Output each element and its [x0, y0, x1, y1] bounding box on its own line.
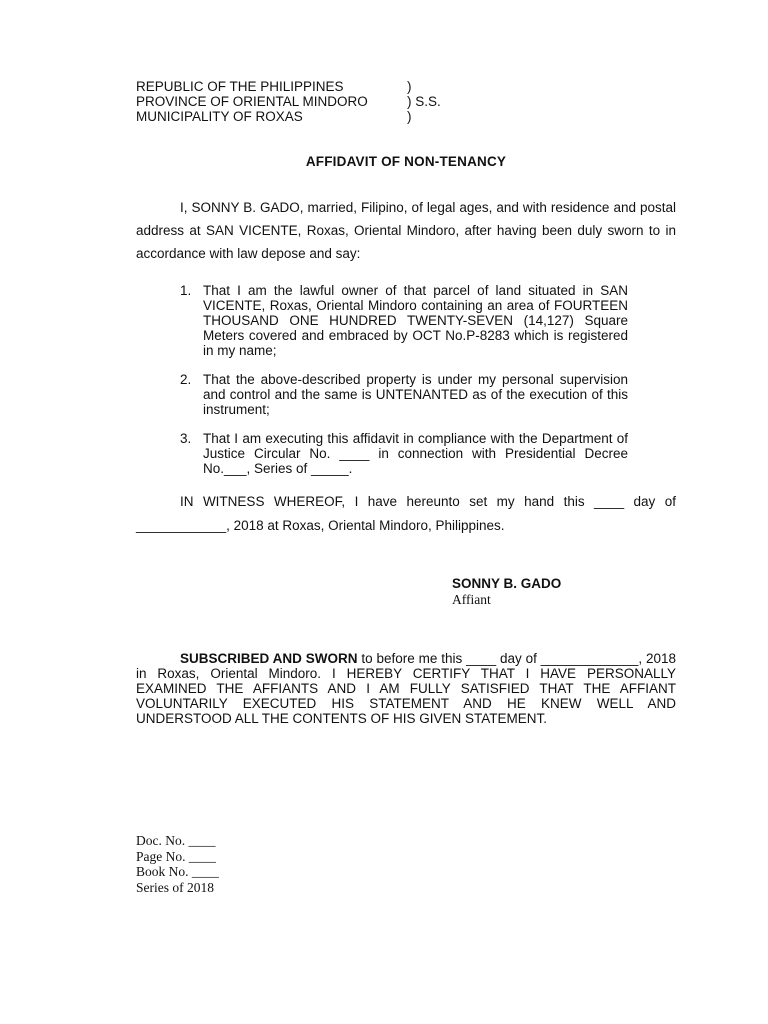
statement-number: 2. [180, 372, 192, 387]
venue-place: REPUBLIC OF THE PHILIPPINES [136, 79, 344, 94]
statement-item [180, 372, 628, 417]
document-title: AFFIDAVIT OF NON-TENANCY [305, 154, 507, 169]
numbered-statements [180, 283, 628, 490]
venue-paren: ) S.S. [407, 94, 441, 109]
notarial-register [136, 833, 219, 895]
jurat-paragraph [136, 651, 676, 726]
statement-text: That the above-described property is under my personal supervision and control and the same is UNTENANTED as of the execution of this instrument; [203, 372, 628, 417]
venue-block [136, 79, 466, 124]
statement-text: That I am the lawful owner of that parcel of land situated in SAN VICENTE, Roxas, Oriental Mindoro containing an area of FOURTEEN THOUSAND ONE HUNDRED TWENTY-SEVEN (14,127) Square Meters covered and embraced by OCT No.P-8283 which is registered in my name; [203, 283, 628, 358]
statement-number: 3. [180, 431, 192, 446]
doc-number-line: Doc. No. ____ [136, 833, 216, 848]
venue-line [136, 94, 466, 109]
jurat-text: to before me this ____ day of _____________, 2018 in Roxas, Oriental Mindoro. I HEREBY CERTIFY THAT I HAVE PERSONALLY EXAMINED THE AFFIANTS AND I AM FULLY SATISFIED THAT THE AFFIANT VOLUNTARILY EXECUTED HIS STATEMENT AND HE KNEW WELL AND UNDERSTOOD ALL THE CONTENTS OF HIS GIVEN STATEMENT. [136, 651, 676, 726]
witness-paragraph: IN WITNESS WHEREOF, I have hereunto set my hand this ____ day of ____________, 2018 at Roxas, Oriental Mindoro, Philippines. [136, 494, 676, 533]
affiant-signature-block [452, 575, 561, 608]
venue-place: PROVINCE OF ORIENTAL MINDORO [136, 94, 368, 109]
venue-paren: ) [407, 109, 412, 124]
venue-place: MUNICIPALITY OF ROXAS [136, 109, 303, 124]
intro-paragraph: I, SONNY B. GADO, married, Filipino, of legal ages, and with residence and postal address at SAN VICENTE, Roxas, Oriental Mindoro, after having been duly sworn to in accordance with law depose and say: [136, 200, 676, 261]
venue-paren: ) [407, 79, 412, 94]
statement-text: That I am executing this affidavit in compliance with the Department of Justice Circular No. ____ in connection with Presidential Decree No.___, Series of _____. [203, 431, 628, 476]
jurat-lead: SUBSCRIBED AND SWORN [180, 651, 358, 666]
venue-line [136, 79, 466, 94]
venue-line [136, 109, 466, 124]
page-number-line: Page No. ____ [136, 848, 216, 864]
book-number-line: Book No. ____ [136, 864, 219, 879]
affiant-role: Affiant [452, 592, 491, 607]
statement-number: 1. [180, 283, 192, 298]
statement-item [180, 431, 628, 476]
statement-item [180, 283, 628, 358]
affiant-name: SONNY B. GADO [452, 576, 562, 591]
series-line: Series of 2018 [136, 879, 214, 895]
